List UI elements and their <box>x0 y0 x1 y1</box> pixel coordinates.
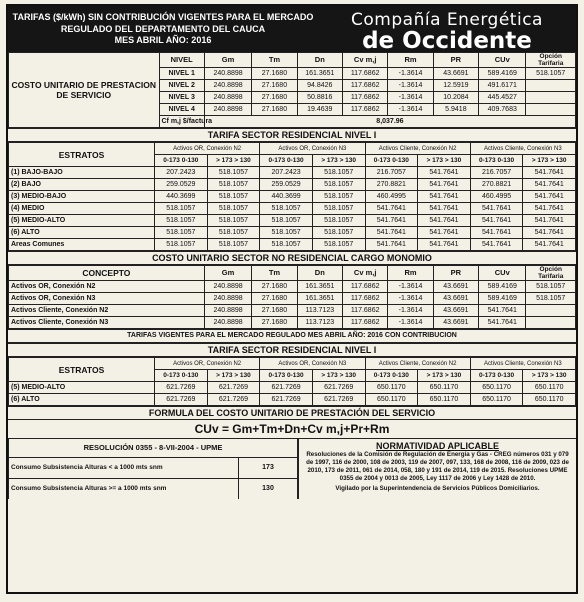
cu-header-dn: Dn <box>297 53 342 68</box>
table-row <box>9 394 576 406</box>
cell: 27.1680 <box>252 80 297 92</box>
formula-title: FORMULA DEL COSTO UNITARIO DE PRESTACIÓN DEL SERVICIO <box>8 406 576 420</box>
cu-header-cuv: CUv <box>479 53 526 68</box>
cell: 518.1057 <box>155 239 208 251</box>
row-label: (1) BAJO-BAJO <box>9 167 155 179</box>
cu-header-rm: Rm <box>388 53 433 68</box>
cell: -1.3614 <box>388 317 433 329</box>
concepto-header: CONCEPTO <box>9 266 205 281</box>
cell: 518.1057 <box>526 293 576 305</box>
cell: 440.3699 <box>260 191 313 203</box>
cell: 541.7641 <box>470 203 523 215</box>
cell: 27.1680 <box>252 305 297 317</box>
estratos-header: ESTRATOS <box>9 143 155 167</box>
no-residencial-table <box>8 265 576 329</box>
table-row <box>9 382 576 394</box>
cell: 518.1057 <box>155 215 208 227</box>
cell: 541.7641 <box>523 227 576 239</box>
cell: 541.7641 <box>523 179 576 191</box>
cell: 270.8821 <box>470 179 523 191</box>
cell: 94.8426 <box>297 80 342 92</box>
cell: 518.1057 <box>207 191 260 203</box>
table-row <box>9 179 576 191</box>
row-label: Activos Cliente, Conexión N2 <box>9 305 205 317</box>
consumo1-label: Consumo Subsistencia Alturas < a 1000 mts snm <box>9 457 239 478</box>
cell: 5.9418 <box>433 104 478 116</box>
cell: 207.2423 <box>155 167 208 179</box>
nr-header-dn: Dn <box>297 266 342 281</box>
cell: 491.6171 <box>479 80 526 92</box>
tariff-sheet <box>6 4 578 594</box>
consumo1-value: 173 <box>239 457 298 478</box>
cell: 650.1170 <box>523 382 576 394</box>
group-header: Activos OR, Conexión N2 <box>155 143 260 155</box>
cell: -1.3614 <box>388 68 433 80</box>
cell: -1.3614 <box>388 104 433 116</box>
cell: 650.1170 <box>470 394 523 406</box>
cell: 621.7269 <box>312 382 365 394</box>
row-label: Activos Cliente, Conexión N3 <box>9 317 205 329</box>
cell: 541.7641 <box>365 227 418 239</box>
table-row <box>9 239 576 251</box>
cell: 650.1170 <box>470 382 523 394</box>
cell: 259.0529 <box>155 179 208 191</box>
cell: 117.6862 <box>342 281 387 293</box>
cell: 518.1057 <box>260 203 313 215</box>
row-label: (3) MEDIO-BAJO <box>9 191 155 203</box>
con-contribucion-note: TARIFAS VIGENTES PARA EL MERCADO REGULADO MES ABRIL AÑO: 2016 CON CONTRIBUCION <box>8 329 576 343</box>
cell: 541.7641 <box>418 167 471 179</box>
footer-left <box>8 439 299 499</box>
cell: 27.1680 <box>252 92 297 104</box>
range-header: > 173 > 130 <box>312 155 365 167</box>
cell: 43.6691 <box>433 293 478 305</box>
group-header: Activos Cliente, Conexión N2 <box>365 143 470 155</box>
cell: 518.1057 <box>207 203 260 215</box>
header-line-2: REGULADO DEL DEPARTAMENTO DEL CAUCA <box>60 23 266 34</box>
cell: -1.3614 <box>388 293 433 305</box>
footer <box>8 438 576 499</box>
cell: 19.4639 <box>297 104 342 116</box>
cell: 43.6691 <box>433 317 478 329</box>
cell: 161.3651 <box>297 293 342 305</box>
cu-header-nivel: NIVEL <box>159 53 204 68</box>
cell: 518.1057 <box>207 179 260 191</box>
cell: 541.7641 <box>365 215 418 227</box>
table-row <box>9 215 576 227</box>
cell <box>526 80 576 92</box>
cell: 240.8898 <box>204 305 251 317</box>
table-row <box>9 293 576 305</box>
cell: 518.1057 <box>312 191 365 203</box>
header-line-3: MES ABRIL AÑO: 2016 <box>114 35 212 45</box>
row-label: Activos OR, Conexión N3 <box>9 293 205 305</box>
cell: 541.7641 <box>523 239 576 251</box>
cell: 621.7269 <box>260 382 313 394</box>
group-header: Activos OR, Conexión N2 <box>155 358 260 370</box>
cu-header-tm: Tm <box>252 53 297 68</box>
cell: 621.7269 <box>155 394 208 406</box>
table-row <box>9 203 576 215</box>
cell: 541.7641 <box>523 203 576 215</box>
cell: 541.7641 <box>418 179 471 191</box>
cell: 650.1170 <box>418 382 471 394</box>
cell: 541.7641 <box>418 227 471 239</box>
cell: 541.7641 <box>470 239 523 251</box>
row-label: (5) MEDIO-ALTO <box>9 215 155 227</box>
header-banner <box>8 6 576 52</box>
cell: 240.8898 <box>204 293 251 305</box>
cell: 518.1057 <box>312 215 365 227</box>
row-label: (4) MEDIO <box>9 203 155 215</box>
cell: -1.3614 <box>388 281 433 293</box>
residencial-table <box>8 142 576 251</box>
cell: 440.3699 <box>155 191 208 203</box>
cell <box>526 317 576 329</box>
cell: 518.1057 <box>312 179 365 191</box>
cell: 240.8898 <box>204 68 251 80</box>
cell: 621.7269 <box>155 382 208 394</box>
no-residencial-title: COSTO UNITARIO SECTOR NO RESIDENCIAL CARGO MONOMIO <box>8 251 576 265</box>
cell: 117.6862 <box>342 80 387 92</box>
cell: 117.6862 <box>342 317 387 329</box>
cell: 240.8898 <box>204 92 251 104</box>
cell: 621.7269 <box>312 394 365 406</box>
cell: NIVEL 3 <box>159 92 204 104</box>
row-label: (2) BAJO <box>9 179 155 191</box>
group-header: Activos OR, Conexión N3 <box>260 143 365 155</box>
cell: 518.1057 <box>260 239 313 251</box>
cell: 27.1680 <box>252 317 297 329</box>
table-row <box>9 227 576 239</box>
group-header: Activos Cliente, Conexión N3 <box>470 358 575 370</box>
cu-header-pr: PR <box>433 53 478 68</box>
nr-header-gm: Gm <box>204 266 251 281</box>
normatividad-title: NORMATIVIDAD APLICABLE <box>376 441 499 451</box>
cell: 460.4995 <box>365 191 418 203</box>
cell: 43.6691 <box>433 305 478 317</box>
cell: 518.1057 <box>207 215 260 227</box>
nr-header-opcion: Opción Tarifaria <box>526 266 576 281</box>
cell: 161.3651 <box>297 281 342 293</box>
cell: 207.2423 <box>260 167 313 179</box>
cell: -1.3614 <box>388 80 433 92</box>
cu-header-gm: Gm <box>204 53 251 68</box>
cell: 650.1170 <box>523 394 576 406</box>
nr-header-tm: Tm <box>252 266 297 281</box>
cell: 50.8816 <box>297 92 342 104</box>
cell: 117.6862 <box>342 92 387 104</box>
range-header: > 173 > 130 <box>523 370 576 382</box>
cell: 621.7269 <box>207 394 260 406</box>
cell: 589.4169 <box>479 68 526 80</box>
header-line-1: TARIFAS ($/kWh) SIN CONTRIBUCIÓN VIGENTES PARA EL MERCADO <box>12 12 314 22</box>
range-header: 0-173 0-130 <box>260 155 313 167</box>
range-header: > 173 > 130 <box>312 370 365 382</box>
range-header: > 173 > 130 <box>418 155 471 167</box>
subsistencia-table <box>8 439 298 499</box>
cell: NIVEL 4 <box>159 104 204 116</box>
cell: 117.6862 <box>342 305 387 317</box>
formula-text: CUv = Gm+Tm+Dn+Cv m,j+Pr+Rm <box>194 422 390 436</box>
cell: 518.1057 <box>155 227 208 239</box>
range-header: > 173 > 130 <box>523 155 576 167</box>
cell: 650.1170 <box>418 394 471 406</box>
cell: 650.1170 <box>365 394 418 406</box>
cell: 518.1057 <box>312 203 365 215</box>
cell: 117.6862 <box>342 293 387 305</box>
cell: 518.1057 <box>260 215 313 227</box>
range-header: 0-173 0-130 <box>365 155 418 167</box>
range-header: 0-173 0-130 <box>470 370 523 382</box>
cf-label: Cf m,j $/factura <box>159 116 204 128</box>
cell: 518.1057 <box>526 281 576 293</box>
residencial-title: TARIFA SECTOR RESIDENCIAL NIVEL I <box>8 128 576 142</box>
cell: 161.3651 <box>297 68 342 80</box>
cell: 589.4169 <box>479 281 526 293</box>
cell: 240.8898 <box>204 317 251 329</box>
cell: 541.7641 <box>418 215 471 227</box>
cell: 113.7123 <box>297 305 342 317</box>
cell: 541.7641 <box>365 239 418 251</box>
resolucion-label: RESOLUCIÓN 0355 - 8-VII-2004 - UPME <box>9 439 298 457</box>
cell: 240.8898 <box>204 104 251 116</box>
cell: 541.7641 <box>479 317 526 329</box>
cell: 518.1057 <box>207 227 260 239</box>
nr-header-pr: PR <box>433 266 478 281</box>
cell: 518.1057 <box>312 167 365 179</box>
cell: 518.1057 <box>207 167 260 179</box>
cell: NIVEL 1 <box>159 68 204 80</box>
estratos-header: ESTRATOS <box>9 358 155 382</box>
cell: 27.1680 <box>252 68 297 80</box>
cell: 541.7641 <box>523 191 576 203</box>
cell: 117.6862 <box>342 68 387 80</box>
cell: 541.7641 <box>418 203 471 215</box>
range-header: 0-173 0-130 <box>155 155 208 167</box>
range-header: 0-173 0-130 <box>260 370 313 382</box>
cell: -1.3614 <box>388 305 433 317</box>
cell: 216.7057 <box>470 167 523 179</box>
cell: 589.4169 <box>479 293 526 305</box>
vigilado-text: Vigilado por la Superintendencia de Servicios Públicos Domiciliarios. <box>335 485 540 492</box>
con-contribucion-title: TARIFA SECTOR RESIDENCIAL NIVEL I <box>8 343 576 357</box>
cell: 621.7269 <box>207 382 260 394</box>
group-header: Activos OR, Conexión N3 <box>260 358 365 370</box>
cell: 445.4527 <box>479 92 526 104</box>
cell: 541.7641 <box>418 239 471 251</box>
cu-header-opcion: Opción Tarifaria <box>526 53 576 68</box>
cell: 43.6691 <box>433 281 478 293</box>
cell: 650.1170 <box>365 382 418 394</box>
footer-right <box>299 439 576 499</box>
consumo2-label: Consumo Subsistencia Alturas >= a 1000 mts snm <box>9 478 239 499</box>
row-label: (5) MEDIO-ALTO <box>9 382 155 394</box>
cell: 518.1057 <box>526 68 576 80</box>
normatividad-text: Resoluciones de la Comisión de Regulación de Energía y Gas - CREG números 031 y 079 de 1997, 116 de 2000, 108 de 2003, 119 de 2007, 097, 133, 168 de 2008, 116 de 2009, 023 de 2010, 173 de 2011, 061 de 2014, 058, 180 y 191 de 2014, 119 de 2015. Resoluciones UPME 0355 de 2004 y 0013 de 2005, Ley 1117 de 2006 y Ley 1428 de 2010. <box>306 451 569 482</box>
table-row <box>9 167 576 179</box>
cell: 518.1057 <box>207 239 260 251</box>
cell: 541.7641 <box>470 227 523 239</box>
con-contribucion-table <box>8 357 576 406</box>
cell: 117.6862 <box>342 104 387 116</box>
cf-value: 8,037.96 <box>204 116 575 128</box>
cu-header-cv: Cv m,j <box>342 53 387 68</box>
range-header: > 173 > 130 <box>418 370 471 382</box>
cell <box>526 305 576 317</box>
nr-header-rm: Rm <box>388 266 433 281</box>
cell: 409.7683 <box>479 104 526 116</box>
logo-line-1: Compañía Energética <box>351 10 543 30</box>
row-label: Areas Comunes <box>9 239 155 251</box>
group-header: Activos Cliente, Conexión N2 <box>365 358 470 370</box>
cell: 12.5919 <box>433 80 478 92</box>
cell: 541.7641 <box>523 167 576 179</box>
cell <box>526 92 576 104</box>
cell: 621.7269 <box>260 394 313 406</box>
cell: 240.8898 <box>204 80 251 92</box>
cell: 518.1057 <box>260 227 313 239</box>
cell: 518.1057 <box>312 239 365 251</box>
cell: 27.1680 <box>252 293 297 305</box>
cell: 216.7057 <box>365 167 418 179</box>
group-header: Activos Cliente, Conexión N3 <box>470 143 575 155</box>
cell: 541.7641 <box>470 215 523 227</box>
cell: 43.6691 <box>433 68 478 80</box>
cell: 541.7641 <box>418 191 471 203</box>
table-row <box>9 191 576 203</box>
cell: 10.2084 <box>433 92 478 104</box>
range-header: 0-173 0-130 <box>470 155 523 167</box>
cell: 113.7123 <box>297 317 342 329</box>
cell: 27.1680 <box>252 104 297 116</box>
cell: 240.8898 <box>204 281 251 293</box>
nr-header-cuv: CUv <box>479 266 526 281</box>
nr-header-cv: Cv m,j <box>342 266 387 281</box>
range-header: 0-173 0-130 <box>365 370 418 382</box>
range-header: > 173 > 130 <box>207 370 260 382</box>
row-label: Activos OR, Conexión N2 <box>9 281 205 293</box>
company-logo <box>318 6 576 52</box>
cell <box>526 104 576 116</box>
cu-label: COSTO UNITARIO DE PRESTACION DE SERVICIO <box>9 53 160 128</box>
cell: -1.3614 <box>388 92 433 104</box>
cell: 541.7641 <box>365 203 418 215</box>
cell: 460.4995 <box>470 191 523 203</box>
range-header: > 173 > 130 <box>207 155 260 167</box>
table-row <box>9 317 576 329</box>
cell: 541.7641 <box>523 215 576 227</box>
cell: 518.1057 <box>155 203 208 215</box>
header-title <box>8 6 318 52</box>
table-row <box>9 281 576 293</box>
consumo2-value: 130 <box>239 478 298 499</box>
cell: 27.1680 <box>252 281 297 293</box>
row-label: (6) ALTO <box>9 227 155 239</box>
row-label: (6) ALTO <box>9 394 155 406</box>
cell: 270.8821 <box>365 179 418 191</box>
range-header: 0-173 0-130 <box>155 370 208 382</box>
cell: NIVEL 2 <box>159 80 204 92</box>
cell: 259.0529 <box>260 179 313 191</box>
logo-line-2: de Occidente <box>362 28 532 54</box>
cell: 518.1057 <box>312 227 365 239</box>
cu-table <box>8 52 576 128</box>
cell: 541.7641 <box>479 305 526 317</box>
table-row <box>9 305 576 317</box>
